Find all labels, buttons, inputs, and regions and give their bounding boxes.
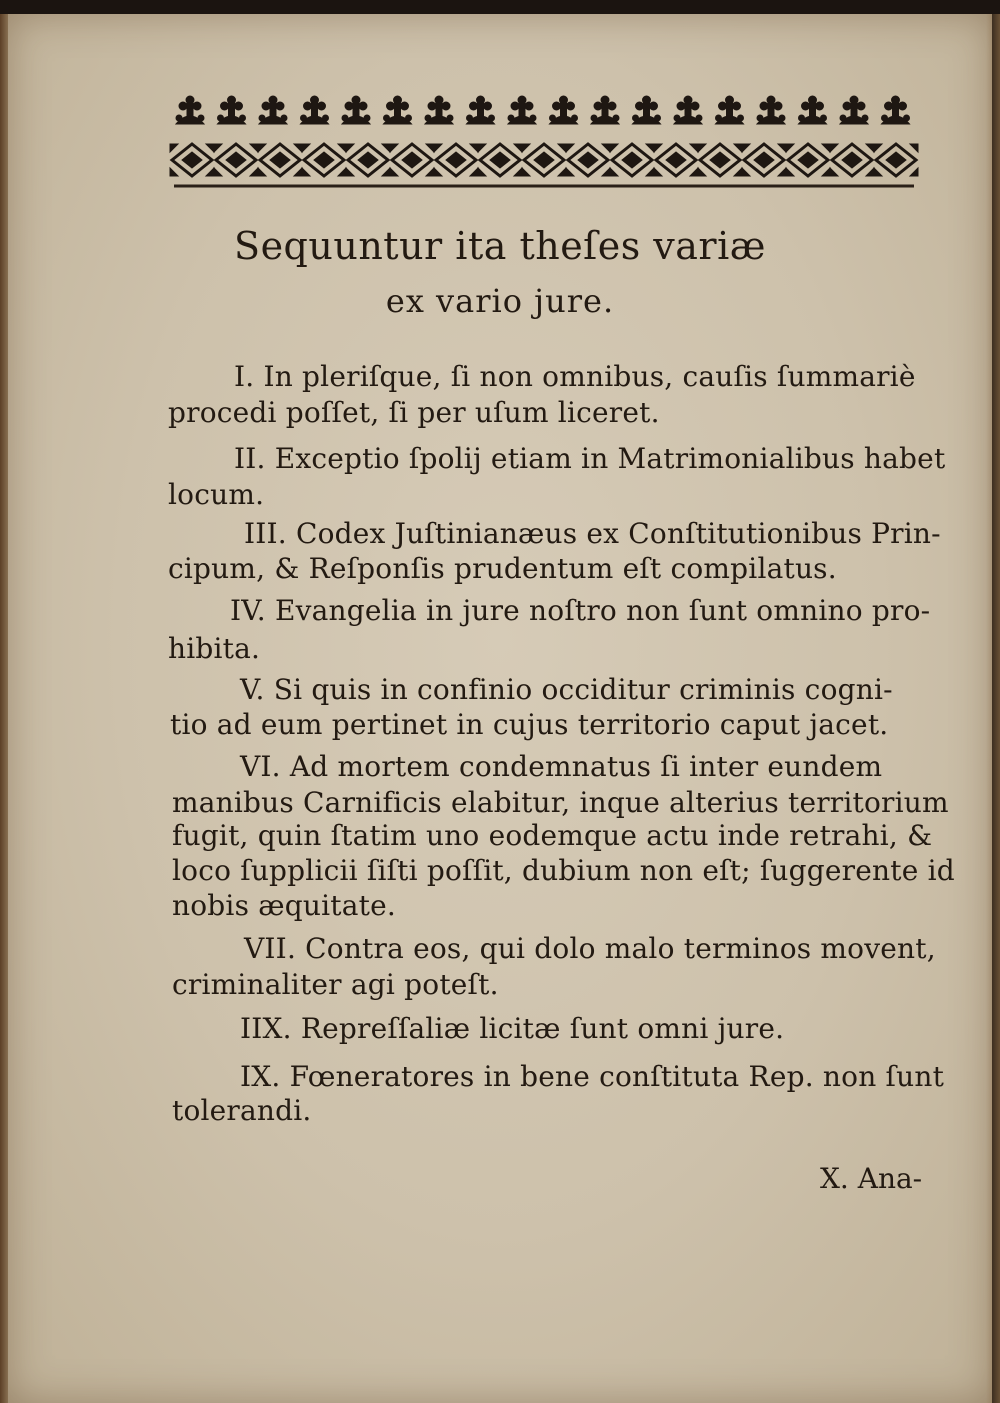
thesis-line: fugit, quin ſtatim uno eodemque actu inde retrahi, & bbox=[172, 819, 933, 852]
thesis-line: IV. Evangelia in jure noſtro non ſunt omnino pro- bbox=[230, 594, 931, 627]
lozenge-ornament bbox=[478, 144, 522, 176]
fleuron-ornament bbox=[218, 96, 246, 124]
thesis-line: IIX. Repreſſaliæ licitæ ſunt omni jure. bbox=[240, 1012, 785, 1045]
thesis-line: hibita. bbox=[168, 632, 261, 665]
ornamental-header-band bbox=[168, 90, 920, 190]
thesis-line: manibus Carnificis elabitur, inque alterius territorium bbox=[172, 786, 949, 819]
lozenge-ornament bbox=[302, 144, 346, 176]
fleuron-ornament bbox=[716, 96, 744, 124]
lozenge-ornament bbox=[522, 144, 566, 176]
thesis-line: loco ſupplicii ſiſti poſſit, dubium non eſt; ſuggerente id bbox=[172, 854, 955, 887]
fleuron-ornament bbox=[882, 96, 910, 124]
fleuron-ornament bbox=[674, 96, 702, 124]
thesis-line: IX. Fœneratores in bene conſtituta Rep. non ſunt bbox=[240, 1060, 945, 1093]
lozenge-ornament bbox=[390, 144, 434, 176]
fleuron-ornament bbox=[591, 96, 619, 124]
thesis-line: cipum, & Reſponſis prudentum eſt compilatus. bbox=[168, 552, 837, 585]
fleuron-ornament bbox=[467, 96, 495, 124]
thesis-line: tio ad eum pertinet in cujus territorio caput jacet. bbox=[170, 708, 889, 741]
thesis-line: II. Exceptio ſpolij etiam in Matrimonialibus habet bbox=[234, 442, 946, 475]
fleuron-ornament bbox=[633, 96, 661, 124]
fleuron-ornament bbox=[757, 96, 785, 124]
lozenge-ornament bbox=[786, 144, 830, 176]
page-edge-right bbox=[986, 14, 1000, 1403]
lozenge-ornament bbox=[742, 144, 786, 176]
thesis-line: III. Codex Juſtinianæus ex Conſtitutionibus Prin- bbox=[244, 517, 941, 550]
fleuron-ornament bbox=[176, 96, 204, 124]
fleuron-ornament bbox=[384, 96, 412, 124]
section-subheading: ex vario jure. bbox=[385, 282, 615, 320]
fleuron-ornament bbox=[840, 96, 868, 124]
lozenge-ornament bbox=[214, 144, 258, 176]
fleuron-ornament bbox=[301, 96, 329, 124]
thesis-line: criminaliter agi poteſt. bbox=[172, 968, 499, 1001]
thesis-line: VII. Contra eos, qui dolo malo terminos movent, bbox=[244, 932, 936, 965]
thesis-line: V. Si quis in confinio occiditur criminis cogni- bbox=[240, 673, 893, 706]
fleuron-row bbox=[176, 96, 910, 124]
lozenge-ornament bbox=[170, 144, 214, 176]
fleuron-ornament bbox=[550, 96, 578, 124]
lozenge-ornament bbox=[566, 144, 610, 176]
lozenge-row bbox=[170, 144, 918, 176]
lozenge-ornament bbox=[654, 144, 698, 176]
section-heading: Sequuntur ita theſes variæ bbox=[234, 224, 766, 268]
thesis-line: locum. bbox=[168, 478, 265, 511]
thesis-line: procedi poſſet, ſi per uſum liceret. bbox=[168, 396, 660, 429]
fleuron-ornament bbox=[259, 96, 287, 124]
lozenge-ornament bbox=[830, 144, 874, 176]
fleuron-ornament bbox=[508, 96, 536, 124]
lozenge-ornament bbox=[434, 144, 478, 176]
lozenge-ornament bbox=[346, 144, 390, 176]
fleuron-ornament bbox=[425, 96, 453, 124]
lozenge-ornament bbox=[610, 144, 654, 176]
thesis-line: tolerandi. bbox=[172, 1094, 312, 1127]
lozenge-ornament bbox=[258, 144, 302, 176]
fleuron-ornament bbox=[799, 96, 827, 124]
lozenge-ornament bbox=[698, 144, 742, 176]
thesis-line: nobis æquitate. bbox=[172, 889, 396, 922]
lozenge-ornament bbox=[874, 144, 918, 176]
thesis-line: VI. Ad mortem condemnatus ſi inter eundem bbox=[240, 750, 883, 783]
fleuron-ornament bbox=[342, 96, 370, 124]
thesis-line: I. In pleriſque, ſi non omnibus, cauſis ſummariè bbox=[234, 360, 916, 393]
catchword: X. Ana- bbox=[820, 1162, 923, 1195]
